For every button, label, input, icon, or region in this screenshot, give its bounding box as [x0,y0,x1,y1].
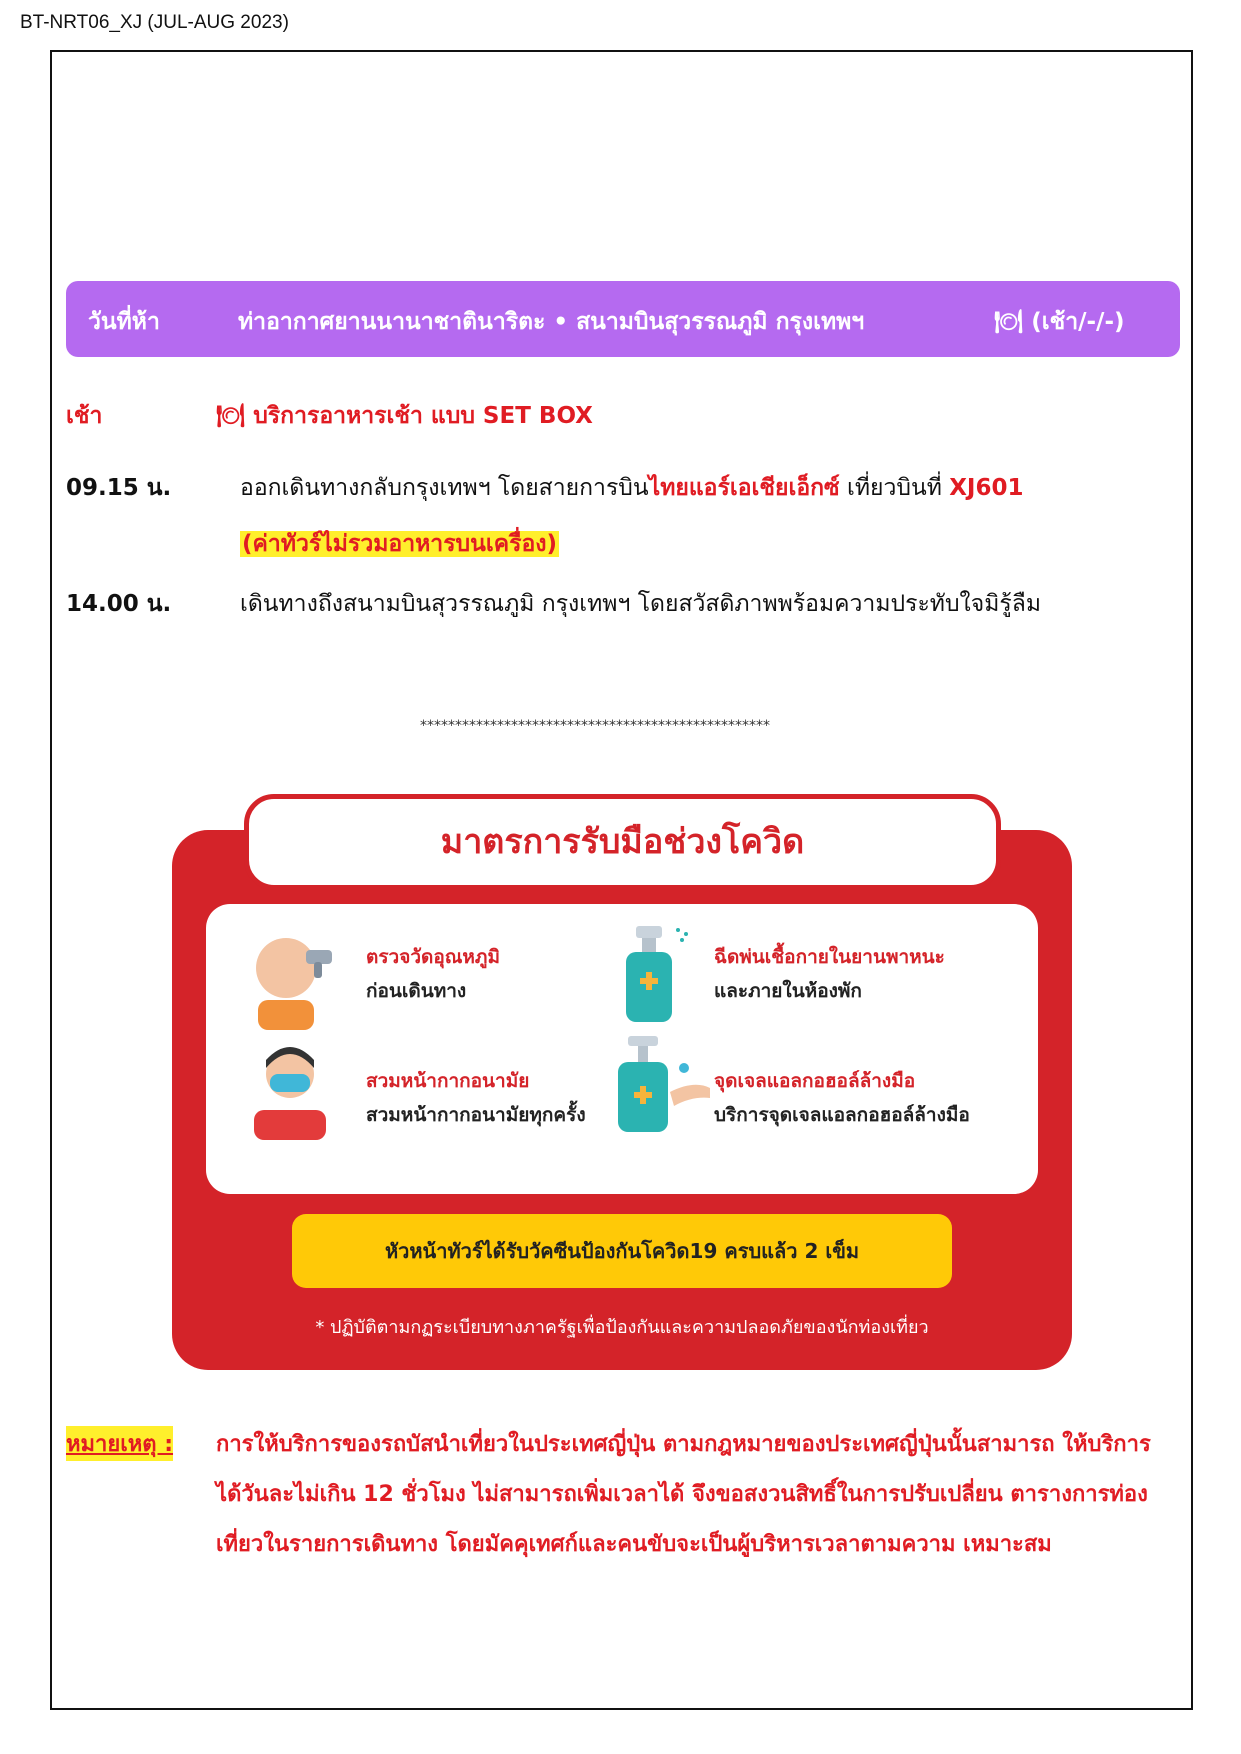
day-header [66,281,1180,357]
flight-label: เที่ยวบินที่ [839,475,950,501]
breakfast-time: เช้า [66,403,103,429]
vaccine-banner: หัวหน้าทัวร์ได้รับวัคซีนป้องกันโควิด19 ครบแล้ว 2 เข็ม [292,1214,952,1288]
covid-item-temperature [366,940,500,1008]
flight-number: XJ601 [949,475,1024,501]
remark-label: หมายเหตุ : [66,1426,173,1461]
arrival-time: 14.00 น. [66,591,172,617]
breakfast-text: 🍽 บริการอาหารเช้า แบบ SET BOX [216,403,593,429]
covid-item-title: ฉีดพ่นเชื้อกายในยานพาหนะ [714,946,945,968]
spray-bottle-icon [620,926,700,1026]
day-meals: 🍽 (เช้า/-/-) [994,309,1125,335]
covid-footnote: * ปฏิบัติตามกฏระเบียบทางภาครัฐเพื่อป้องกันและความปลอดภัยของนักท่องเที่ยว [315,1317,929,1338]
covid-item-disinfect [714,940,945,1008]
departure-line [240,470,1024,506]
covid-item-sanitizer [714,1064,970,1132]
meal-note: (ค่าทัวร์ไม่รวมอาหารบนเครื่อง) [242,531,558,557]
covid-item-sub: บริการจุดเจลแอลกอฮอล์ล้างมือ [714,1104,970,1126]
covid-item-sub: ก่อนเดินทาง [366,980,467,1002]
departure-time: 09.15 น. [66,475,172,501]
thermometer-person-icon [248,930,338,1030]
covid-item-title: ตรวจวัดอุณหภูมิ [366,946,500,968]
day-label: วันที่ห้า [88,309,160,335]
masked-person-icon [246,1040,336,1140]
departure-text: ออกเดินทางกลับกรุงเทพฯ โดยสายการบิน [240,475,649,501]
covid-item-title: จุดเจลแอลกอฮอล์ล้างมือ [714,1070,916,1092]
day-route: ท่าอากาศยานนานาชาตินาริตะ • สนามบินสุวรรณภูมิ กรุงเทพฯ [238,309,865,335]
departure-note-line [240,526,559,562]
covid-item-sub: และภายในห้องพัก [714,980,862,1002]
separator: ************************************************** [420,718,770,734]
covid-item-title: สวมหน้ากากอนามัย [366,1070,530,1092]
covid-title: มาตรการรับมือช่วงโควิด [244,794,1001,890]
hand-sanitizer-icon [614,1036,714,1136]
airline-name: ไทยแอร์เอเชียเอ็กซ์ [648,475,840,501]
covid-item-mask [366,1064,586,1132]
arrival-text: เดินทางถึงสนามบินสุวรรณภูมิ กรุงเทพฯ โดยสวัสดิภาพพร้อมความประทับใจมิรู้ลืม [240,591,1042,617]
remark-text: การให้บริการของรถบัสนำเที่ยวในประเทศญี่ปุ่น ตามกฎหมายของประเทศญี่ปุ่นนั้นสามารถ ให้บริการได้วันละไม่เกิน 12 ชั่วโมง ไม่สามารถเพิ่มเวลาได้ จึงขอสงวนสิทธิ์ในการปรับเปลี่ยน ตารางการท่องเที่ยวในรายการเดินทาง โดยมัคคุเทศก์และคนขับจะเป็นผู้บริหารเวลาตามความ เหมาะสม [216,1432,1151,1557]
document-code: BT-NRT06_XJ (JUL-AUG 2023) [20,12,289,33]
covid-item-sub: สวมหน้ากากอนามัยทุกครั้ง [366,1104,586,1126]
